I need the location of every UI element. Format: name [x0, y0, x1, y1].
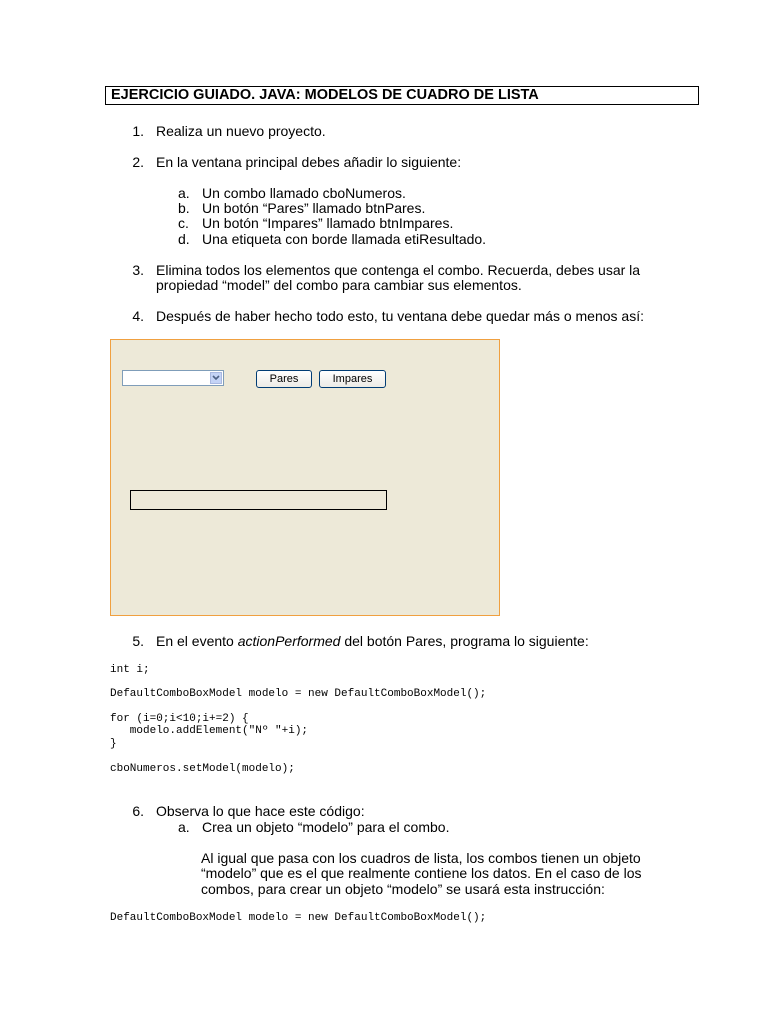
code-line: DefaultComboBoxModel modelo = new DefaultComboBoxModel();	[110, 912, 487, 924]
sub-item-letter: b.	[178, 200, 190, 216]
code-line: for (i=0;i<10;i+=2) {	[110, 713, 249, 725]
example-window	[110, 339, 500, 616]
sub-item-text: Un botón “Pares” llamado btnPares.	[202, 200, 426, 216]
step-text-em: actionPerformed	[237, 633, 341, 649]
step-number: 5.	[132, 633, 144, 649]
sub-item-letter: d.	[178, 231, 190, 247]
code-line: }	[110, 738, 117, 750]
step-text: En la ventana principal debes añadir lo siguiente:	[156, 154, 462, 170]
sub-item-text: Un botón “Impares” llamado btnImpares.	[202, 215, 454, 231]
step-number: 6.	[132, 803, 144, 819]
paragraph-line: Al igual que pasa con los cuadros de lista, los combos tienen un objeto	[201, 850, 641, 866]
step-text: Observa lo que hace este código:	[156, 803, 365, 819]
sub-item-letter: a.	[178, 185, 190, 201]
sub-item-letter: a.	[178, 819, 190, 835]
code-line: modelo.addElement("Nº "+i);	[110, 725, 309, 737]
document-title: EJERCICIO GUIADO. JAVA: MODELOS DE CUADRO DE LISTA	[105, 86, 699, 105]
eti-resultado-label	[130, 490, 387, 510]
paragraph-line: combos, para crear un objeto “modelo” se usará esta instrucción:	[201, 881, 605, 897]
step-text-line1: Elimina todos los elementos que contenga el combo. Recuerda, debes usar la	[156, 262, 641, 278]
step-text	[156, 633, 589, 649]
chevron-down-icon[interactable]	[210, 372, 222, 384]
sub-item-text: Una etiqueta con borde llamada etiResultado.	[202, 231, 487, 247]
code-line: DefaultComboBoxModel modelo = new DefaultComboBoxModel();	[110, 688, 487, 700]
btn-impares-button[interactable]: Impares	[319, 370, 386, 388]
sub-item-letter: c.	[178, 215, 189, 231]
paragraph-line: “modelo” que es el que realmente contiene los datos. En el caso de los	[201, 865, 642, 881]
code-line: int i;	[110, 664, 150, 676]
cbo-numeros-combo[interactable]	[122, 370, 224, 386]
step-number: 2.	[132, 154, 144, 170]
step-number: 3.	[132, 262, 144, 278]
btn-pares-button[interactable]: Pares	[256, 370, 312, 388]
step-text: Después de haber hecho todo esto, tu ventana debe quedar más o menos así:	[156, 308, 644, 324]
step-number: 4.	[132, 308, 144, 324]
step-text: Realiza un nuevo proyecto.	[156, 123, 326, 139]
sub-item-text: Crea un objeto “modelo” para el combo.	[202, 819, 450, 835]
code-line: cboNumeros.setModel(modelo);	[110, 763, 295, 775]
step-text-post: del botón Pares, programa lo siguiente:	[340, 633, 589, 649]
step-text-line2: propiedad “model” del combo para cambiar sus elementos.	[156, 277, 522, 293]
sub-item-text: Un combo llamado cboNumeros.	[202, 185, 406, 201]
step-number: 1.	[132, 123, 144, 139]
step-text-pre: En el evento	[156, 633, 238, 649]
